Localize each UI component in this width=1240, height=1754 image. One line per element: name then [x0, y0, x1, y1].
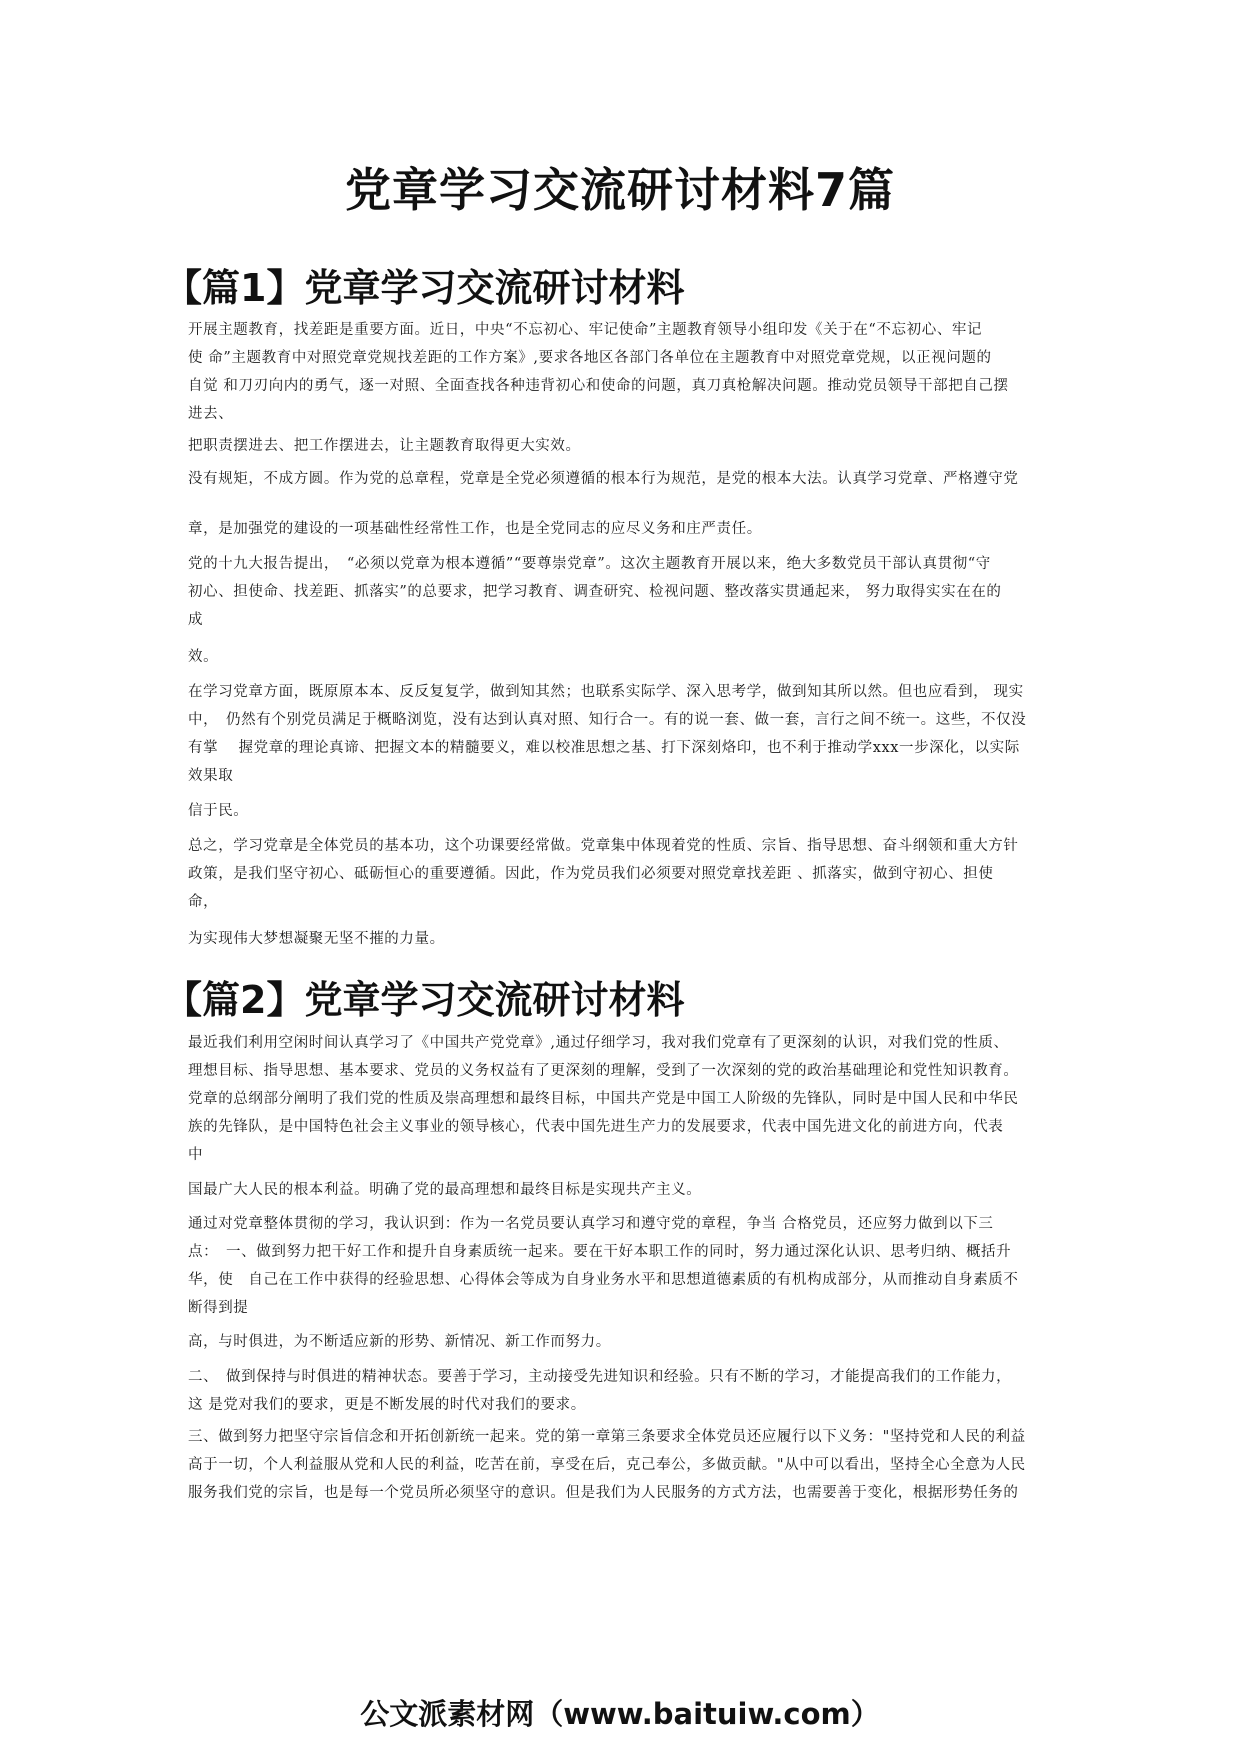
paragraph: 把职责摆进去、把工作摆进去，让主题教育取得更大实效。: [188, 438, 581, 454]
paragraph: 党的十九大报告提出， “必须以党章为根本遵循”“要尊崇党章”。这次主题教育开展以来，绝大多数党员干部认真贯彻“守 初心、担使命、找差距、抓落实”的总要求，把学习教育、调查研究、检视问题、整改落实贯通起来， 努力取得实实在在的 成: [188, 556, 1002, 628]
footer-watermark: 公文派素材网（www.baituiw.com）: [360, 1697, 880, 1731]
paragraph: 总之，学习党章是全体党员的基本功，这个功课要经常做。党章集中体现着党的性质、宗旨、指导思想、奋斗纲领和重大方针 政策，是我们坚守初心、砥砺恒心的重要遵循。因此，作为党员我们必须要对照党章找差距 、抓落实，做到守初心、担使 命，: [188, 838, 1019, 910]
paragraph: 最近我们利用空闲时间认真学习了《中国共产党党章》,通过仔细学习，我对我们党章有了更深刻的认识，对我们党的性质、 理想目标、指导思想、基本要求、党员的义务权益有了更深刻的理解，受到了一次深刻的党的政治基础理论和党性知识教育。 党章的总纲部分阐明了我们党的性质及崇高理想和最终目标，中国共产党是中国工人阶级的先锋队，同时是中国人民和中华民 族的先锋队，是中国特色社会主义事业的领导核心，代表中国先进生产力的发展要求，代表中国先进文化的前进方向，代表 中: [188, 1035, 1019, 1163]
paragraph: 为实现伟大梦想凝聚无坚不摧的力量。: [188, 931, 445, 947]
section-1-heading: 【篇1】党章学习交流研讨材料: [164, 266, 685, 310]
section-2-heading: 【篇2】党章学习交流研讨材料: [164, 978, 685, 1022]
document-title: 党章学习交流研讨材料7篇: [344, 163, 895, 217]
paragraph: 开展主题教育，找差距是重要方面。近日，中央“不忘初心、牢记使命”主题教育领导小组印发《关于在“不忘初心、牢记 使 命”主题教育中对照党章党规找差距的工作方案》,要求各地区各部门各单位在主题教育中对照党章党规，以正视问题的 自觉 和刀刃向内的勇气，逐一对照、全面查找各种违背初心和使命的问题，真刀真枪解决问题。推动党员领导干部把自己摆 进去、: [188, 322, 1009, 422]
paragraph: 高，与时俱进，为不断适应新的形势、新情况、新工作而努力。: [188, 1334, 611, 1350]
paragraph: 国最广大人民的根本利益。明确了党的最高理想和最终目标是实现共产主义。: [188, 1182, 702, 1198]
paragraph: 没有规矩，不成方圆。作为党的总章程，党章是全党必须遵循的根本行为规范，是党的根本大法。认真学习党章、严格遵守党: [188, 471, 1019, 487]
paragraph: 通过对党章整体贯彻的学习，我认识到：作为一名党员要认真学习和遵守党的章程，争当 合格党员，还应努力做到以下三 点： 一、做到努力把干好工作和提升自身素质统一起来。要在干好本职工作的同时，努力通过深化认识、思考归纳、概括升 华，使 自己在工作中获得的经验思想、心得体会等成为自身业务水平和思想道德素质的有机构成部分，从而推动自身素质不 断得到提: [188, 1216, 1019, 1316]
paragraph: 效。: [188, 649, 219, 665]
paragraph: 三、做到努力把坚守宗旨信念和开拓创新统一起来。党的第一章第三条要求全体党员还应履行以下义务："坚持党和人民的利益 高于一切，个人利益服从党和人民的利益，吃苦在前，享受在后，克己奉公，多做贡献。"从中可以看出，坚持全心全意为人民 服务我们党的宗旨，也是每一个党员所必须坚守的意识。但是我们为人民服务的方式方法，也需要善于变化，根据形势任务的: [188, 1429, 1026, 1501]
paragraph: 在学习党章方面，既原原本本、反反复复学，做到知其然；也联系实际学、深入思考学，做到知其所以然。但也应看到， 现实 中， 仍然有个别党员满足于概略浏览，没有达到认真对照、知行合一。有的说一套、做一套，言行之间不统一。这些，不仅没 有掌 握党章的理论真谛、把握文本的精髓要义，难以校准思想之基、打下深刻烙印，也不利于推动学xxx一步深化，以实际 效果取: [188, 684, 1027, 784]
paragraph: 二、 做到保持与时俱进的精神状态。要善于学习，主动接受先进知识和经验。只有不断的学习，才能提高我们的工作能力， 这 是党对我们的要求，更是不断发展的时代对我们的要求。: [188, 1369, 1012, 1413]
paragraph: 信于民。: [188, 803, 249, 819]
paragraph: 章，是加强党的建设的一项基础性经常性工作，也是全党同志的应尽义务和庄严责任。: [188, 521, 762, 537]
